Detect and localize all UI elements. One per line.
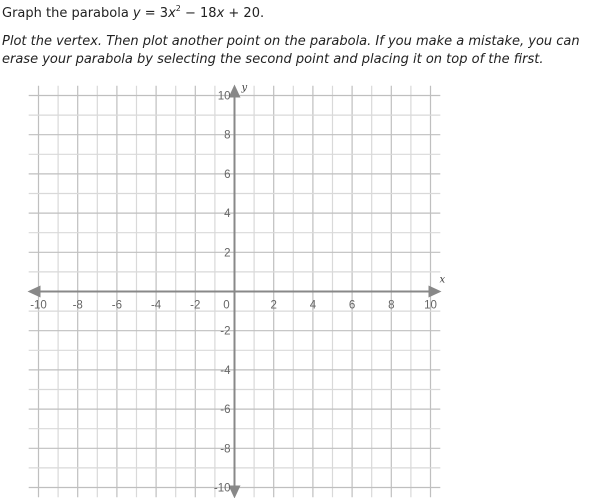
- exponent: 2: [175, 4, 181, 13]
- y-tick-label: -8: [220, 443, 231, 456]
- y-tick-label: -6: [220, 404, 231, 417]
- eq-part: − 18: [180, 6, 217, 21]
- x-tick-label: 8: [388, 299, 395, 312]
- arrow-left-icon: [28, 286, 41, 298]
- y-tick-label: -10: [213, 482, 231, 495]
- x-tick-label: -6: [111, 299, 123, 312]
- eq-part: + 20.: [224, 6, 265, 21]
- y-tick-label: 4: [224, 208, 231, 221]
- x-tick-label: 6: [348, 299, 356, 312]
- x-tick-label: 4: [309, 299, 317, 312]
- x-tick-label: -10: [30, 299, 47, 312]
- x-tick-label: 2: [270, 299, 277, 312]
- y-tick-label: 2: [224, 247, 231, 260]
- arrow-right-icon: [429, 286, 442, 298]
- x-tick-label: -8: [72, 299, 83, 312]
- var-y: y: [132, 6, 141, 21]
- y-tick-label: 8: [224, 129, 231, 142]
- axes: [28, 82, 442, 498]
- x-tick-label: -4: [150, 299, 162, 312]
- y-tick-label: -2: [220, 325, 231, 338]
- var-x: x: [168, 6, 176, 21]
- y-tick-label: -4: [220, 364, 231, 377]
- var-x: x: [216, 6, 225, 21]
- x-axis-label: x: [439, 274, 446, 286]
- y-axis-label: y: [241, 82, 248, 94]
- y-tick-label: 10: [217, 90, 231, 103]
- tick-labels: [30, 83, 445, 495]
- y-tick-label: 6: [224, 168, 231, 181]
- x-tick-label: -2: [190, 299, 201, 312]
- eq-part: = 3: [140, 6, 169, 21]
- prompt-prefix: Graph the parabola: [2, 6, 133, 21]
- instructions: Plot the vertex. Then plot another point on the parabola. If you make a mistake, you can erase your parabola by selecting the second point and placing it on top of the first.: [2, 34, 580, 67]
- x-tick-label: 0: [223, 299, 230, 312]
- x-tick-label: 10: [424, 299, 437, 312]
